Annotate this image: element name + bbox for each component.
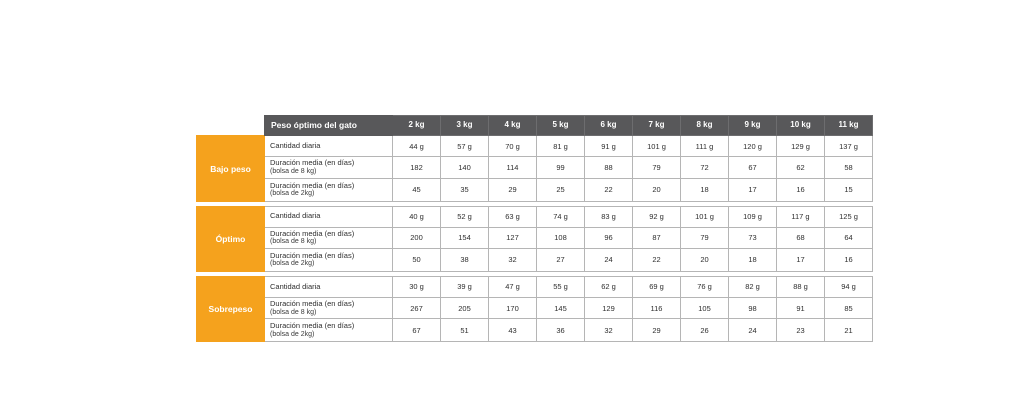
cell: 62 g <box>585 276 633 297</box>
row-label-duration-2kg-main: Duración media (en días) <box>270 180 355 190</box>
table-row <box>197 178 873 201</box>
cell: 88 g <box>777 276 825 297</box>
row-label-duration-2kg <box>265 178 393 201</box>
row-label-duration-2kg <box>265 248 393 271</box>
cell: 79 <box>681 227 729 248</box>
cell: 50 <box>393 248 441 271</box>
header-weight-3kg: 3 kg <box>441 116 489 136</box>
row-label-daily-amount: Cantidad diaria <box>265 136 393 157</box>
feeding-guide-table <box>196 115 873 342</box>
cell: 111 g <box>681 136 729 157</box>
cell: 16 <box>777 178 825 201</box>
cell: 96 <box>585 227 633 248</box>
cell: 101 g <box>681 206 729 227</box>
header-weight-8kg: 8 kg <box>681 116 729 136</box>
cell: 24 <box>729 319 777 342</box>
cell: 17 <box>729 178 777 201</box>
cell: 70 g <box>489 136 537 157</box>
cell: 82 g <box>729 276 777 297</box>
feeding-guide-table-container <box>196 115 873 342</box>
cell: 21 <box>825 319 873 342</box>
row-label-duration-2kg-sub: (bolsa de 2kg) <box>270 260 315 268</box>
cell: 67 <box>729 157 777 178</box>
cell: 36 <box>537 319 585 342</box>
cell: 92 g <box>633 206 681 227</box>
cell: 24 <box>585 248 633 271</box>
cell: 114 <box>489 157 537 178</box>
row-label-duration-2kg-sub: (bolsa de 2kg) <box>270 330 315 338</box>
row-label-duration-8kg-main: Duración media (en días) <box>270 298 355 308</box>
cell: 68 <box>777 227 825 248</box>
cell: 170 <box>489 297 537 318</box>
cell: 73 <box>729 227 777 248</box>
header-corner-blank <box>197 116 265 136</box>
header-weight-11kg: 11 kg <box>825 116 873 136</box>
table-row <box>197 276 873 297</box>
header-weight-5kg: 5 kg <box>537 116 585 136</box>
cell: 154 <box>441 227 489 248</box>
cell: 125 g <box>825 206 873 227</box>
cell: 137 g <box>825 136 873 157</box>
cell: 182 <box>393 157 441 178</box>
cell: 22 <box>585 178 633 201</box>
header-weight-7kg: 7 kg <box>633 116 681 136</box>
cell: 94 g <box>825 276 873 297</box>
row-label-duration-2kg-main: Duración media (en días) <box>270 321 355 331</box>
row-label-duration-2kg-sub: (bolsa de 2kg) <box>270 190 315 198</box>
cell: 25 <box>537 178 585 201</box>
cell: 145 <box>537 297 585 318</box>
cell: 205 <box>441 297 489 318</box>
header-weight-10kg: 10 kg <box>777 116 825 136</box>
cell: 52 g <box>441 206 489 227</box>
cell: 17 <box>777 248 825 271</box>
cell: 83 g <box>585 206 633 227</box>
cell: 58 <box>825 157 873 178</box>
table-header-row <box>197 116 873 136</box>
cell: 35 <box>441 178 489 201</box>
cell: 32 <box>585 319 633 342</box>
table-row <box>197 319 873 342</box>
cell: 74 g <box>537 206 585 227</box>
cell: 18 <box>681 178 729 201</box>
table-row <box>197 206 873 227</box>
header-weight-4kg: 4 kg <box>489 116 537 136</box>
cell: 105 <box>681 297 729 318</box>
header-title-cell: Peso óptimo del gato <box>265 116 393 136</box>
cell: 127 <box>489 227 537 248</box>
row-label-duration-8kg-main: Duración media (en días) <box>270 158 355 168</box>
cell: 43 <box>489 319 537 342</box>
cell: 22 <box>633 248 681 271</box>
cell: 29 <box>633 319 681 342</box>
row-label-duration-2kg-main: Duración media (en días) <box>270 250 355 260</box>
row-label-duration-8kg <box>265 297 393 318</box>
cell: 38 <box>441 248 489 271</box>
cell: 129 <box>585 297 633 318</box>
cell: 15 <box>825 178 873 201</box>
cell: 88 <box>585 157 633 178</box>
cell: 99 <box>537 157 585 178</box>
row-label-duration-8kg-sub: (bolsa de 8 kg) <box>270 238 317 246</box>
cell: 98 <box>729 297 777 318</box>
cell: 87 <box>633 227 681 248</box>
cell: 16 <box>825 248 873 271</box>
row-label-duration-8kg-main: Duración media (en días) <box>270 228 355 238</box>
cell: 62 <box>777 157 825 178</box>
cell: 116 <box>633 297 681 318</box>
row-label-duration-2kg <box>265 319 393 342</box>
cell: 18 <box>729 248 777 271</box>
cell: 67 <box>393 319 441 342</box>
cell: 47 g <box>489 276 537 297</box>
row-label-duration-8kg <box>265 227 393 248</box>
header-weight-9kg: 9 kg <box>729 116 777 136</box>
cell: 63 g <box>489 206 537 227</box>
cell: 140 <box>441 157 489 178</box>
cell: 76 g <box>681 276 729 297</box>
cell: 79 <box>633 157 681 178</box>
cell: 81 g <box>537 136 585 157</box>
group-label-sobrepeso: Sobrepeso <box>197 276 265 341</box>
cell: 20 <box>681 248 729 271</box>
cell: 101 g <box>633 136 681 157</box>
table-row <box>197 297 873 318</box>
row-label-daily-amount: Cantidad diaria <box>265 206 393 227</box>
cell: 20 <box>633 178 681 201</box>
header-weight-2kg: 2 kg <box>393 116 441 136</box>
cell: 26 <box>681 319 729 342</box>
cell: 40 g <box>393 206 441 227</box>
cell: 32 <box>489 248 537 271</box>
cell: 30 g <box>393 276 441 297</box>
table-row <box>197 227 873 248</box>
cell: 108 <box>537 227 585 248</box>
cell: 69 g <box>633 276 681 297</box>
cell: 57 g <box>441 136 489 157</box>
table-row <box>197 157 873 178</box>
table-row <box>197 136 873 157</box>
table-row <box>197 248 873 271</box>
cell: 200 <box>393 227 441 248</box>
row-label-duration-8kg <box>265 157 393 178</box>
cell: 45 <box>393 178 441 201</box>
cell: 29 <box>489 178 537 201</box>
cell: 129 g <box>777 136 825 157</box>
cell: 117 g <box>777 206 825 227</box>
cell: 64 <box>825 227 873 248</box>
row-label-daily-amount: Cantidad diaria <box>265 276 393 297</box>
header-weight-6kg: 6 kg <box>585 116 633 136</box>
cell: 72 <box>681 157 729 178</box>
cell: 55 g <box>537 276 585 297</box>
row-label-duration-8kg-sub: (bolsa de 8 kg) <box>270 167 317 175</box>
group-label-bajo-peso: Bajo peso <box>197 136 265 201</box>
cell: 27 <box>537 248 585 271</box>
group-label-optimo: Óptimo <box>197 206 265 271</box>
cell: 51 <box>441 319 489 342</box>
cell: 91 g <box>585 136 633 157</box>
cell: 85 <box>825 297 873 318</box>
row-label-duration-8kg-sub: (bolsa de 8 kg) <box>270 308 317 316</box>
cell: 120 g <box>729 136 777 157</box>
cell: 23 <box>777 319 825 342</box>
cell: 267 <box>393 297 441 318</box>
cell: 91 <box>777 297 825 318</box>
cell: 109 g <box>729 206 777 227</box>
cell: 44 g <box>393 136 441 157</box>
cell: 39 g <box>441 276 489 297</box>
